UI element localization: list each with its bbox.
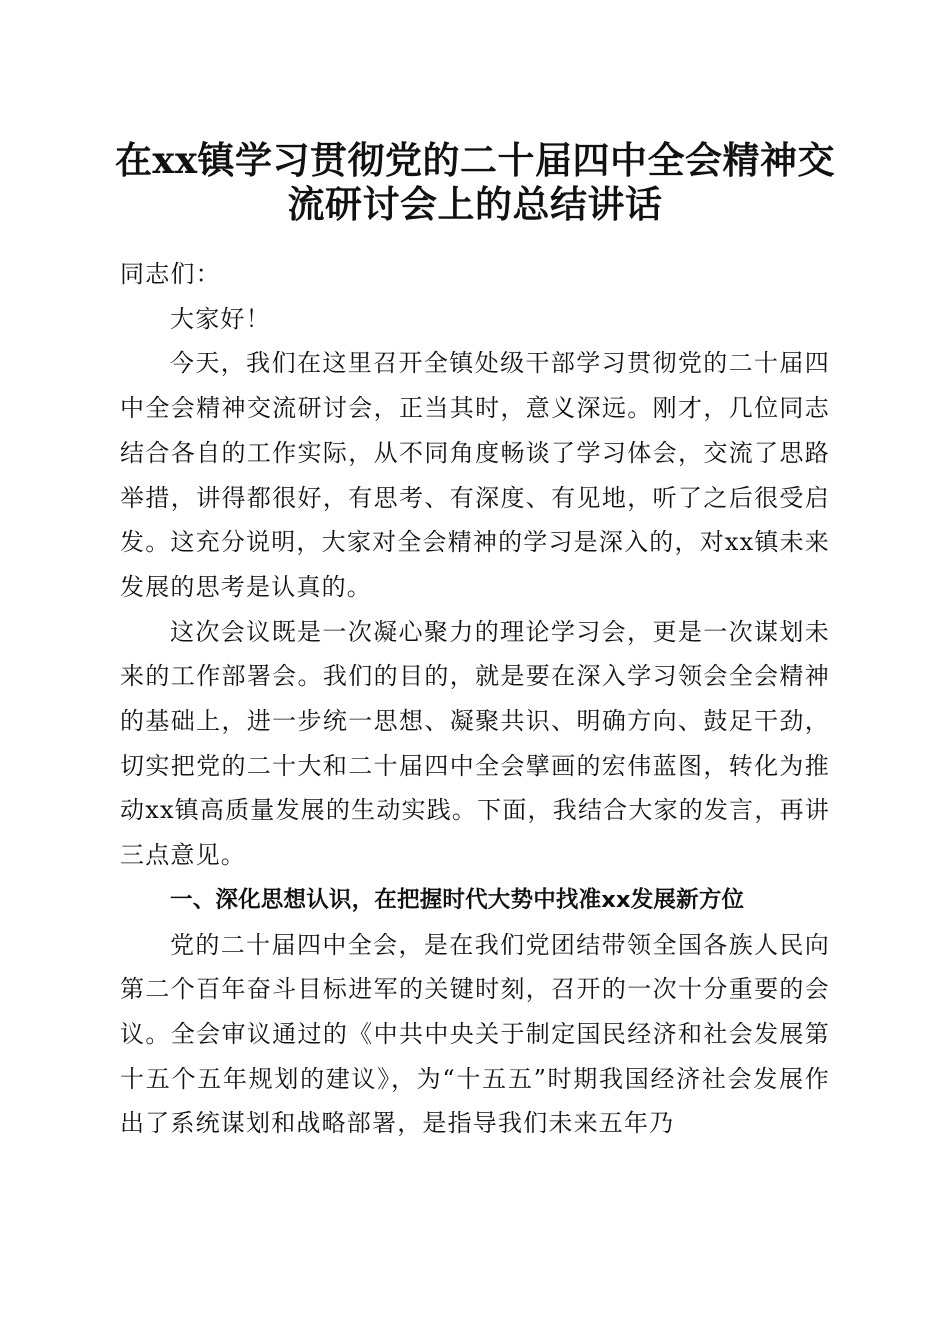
title-line-2: 流研讨会上的总结讲话 — [287, 182, 663, 226]
greeting: 大家好！ — [170, 304, 271, 333]
section-heading-1: 一、深化思想认识，在把握时代大势中找准xx发展新方位 — [170, 886, 745, 913]
document-title — [110, 138, 840, 226]
title-line-1: 在xx镇学习贯彻党的二十届四中全会精神交 — [114, 138, 836, 182]
salutation: 同志们： — [120, 260, 221, 288]
paragraph-purpose: 这次会议既是一次凝心聚力的理论学习会，更是一次谋划未来的工作部署会。我们的目的，就是要在深入学习领会全会精神的基础上，进一步统一思想、凝聚共识、明确方向、鼓足干劲，切实把党的二十大和二十届四中全会擘画的宏伟蓝图，转化为推动xx镇高质量发展的生动实践。下面，我结合大家的发言，再讲三点意见。 — [120, 617, 830, 870]
paragraph-opening: 今天，我们在这里召开全镇处级干部学习贯彻党的二十届四中全会精神交流研讨会，正当其时，意义深远。刚才，几位同志结合各自的工作实际，从不同角度畅谈了学习体会，交流了思路举措，讲得都很好，有思考、有深度、有见地，听了之后很受启发。这充分说明，大家对全会精神的学习是深入的，对xx镇未来发展的思考是认真的。 — [120, 349, 830, 601]
document-body — [120, 252, 830, 1146]
paragraph-section-1: 党的二十届四中全会，是在我们党团结带领全国各族人民向第二个百年奋斗目标进军的关键时刻，召开的一次十分重要的会议。全会审议通过的《中共中央关于制定国民经济和社会发展第十五个五年规划的建议》，为“十五五”时期我国经济社会发展作出了系统谋划和战略部署，是指导我们未来五年乃 — [120, 930, 830, 1138]
